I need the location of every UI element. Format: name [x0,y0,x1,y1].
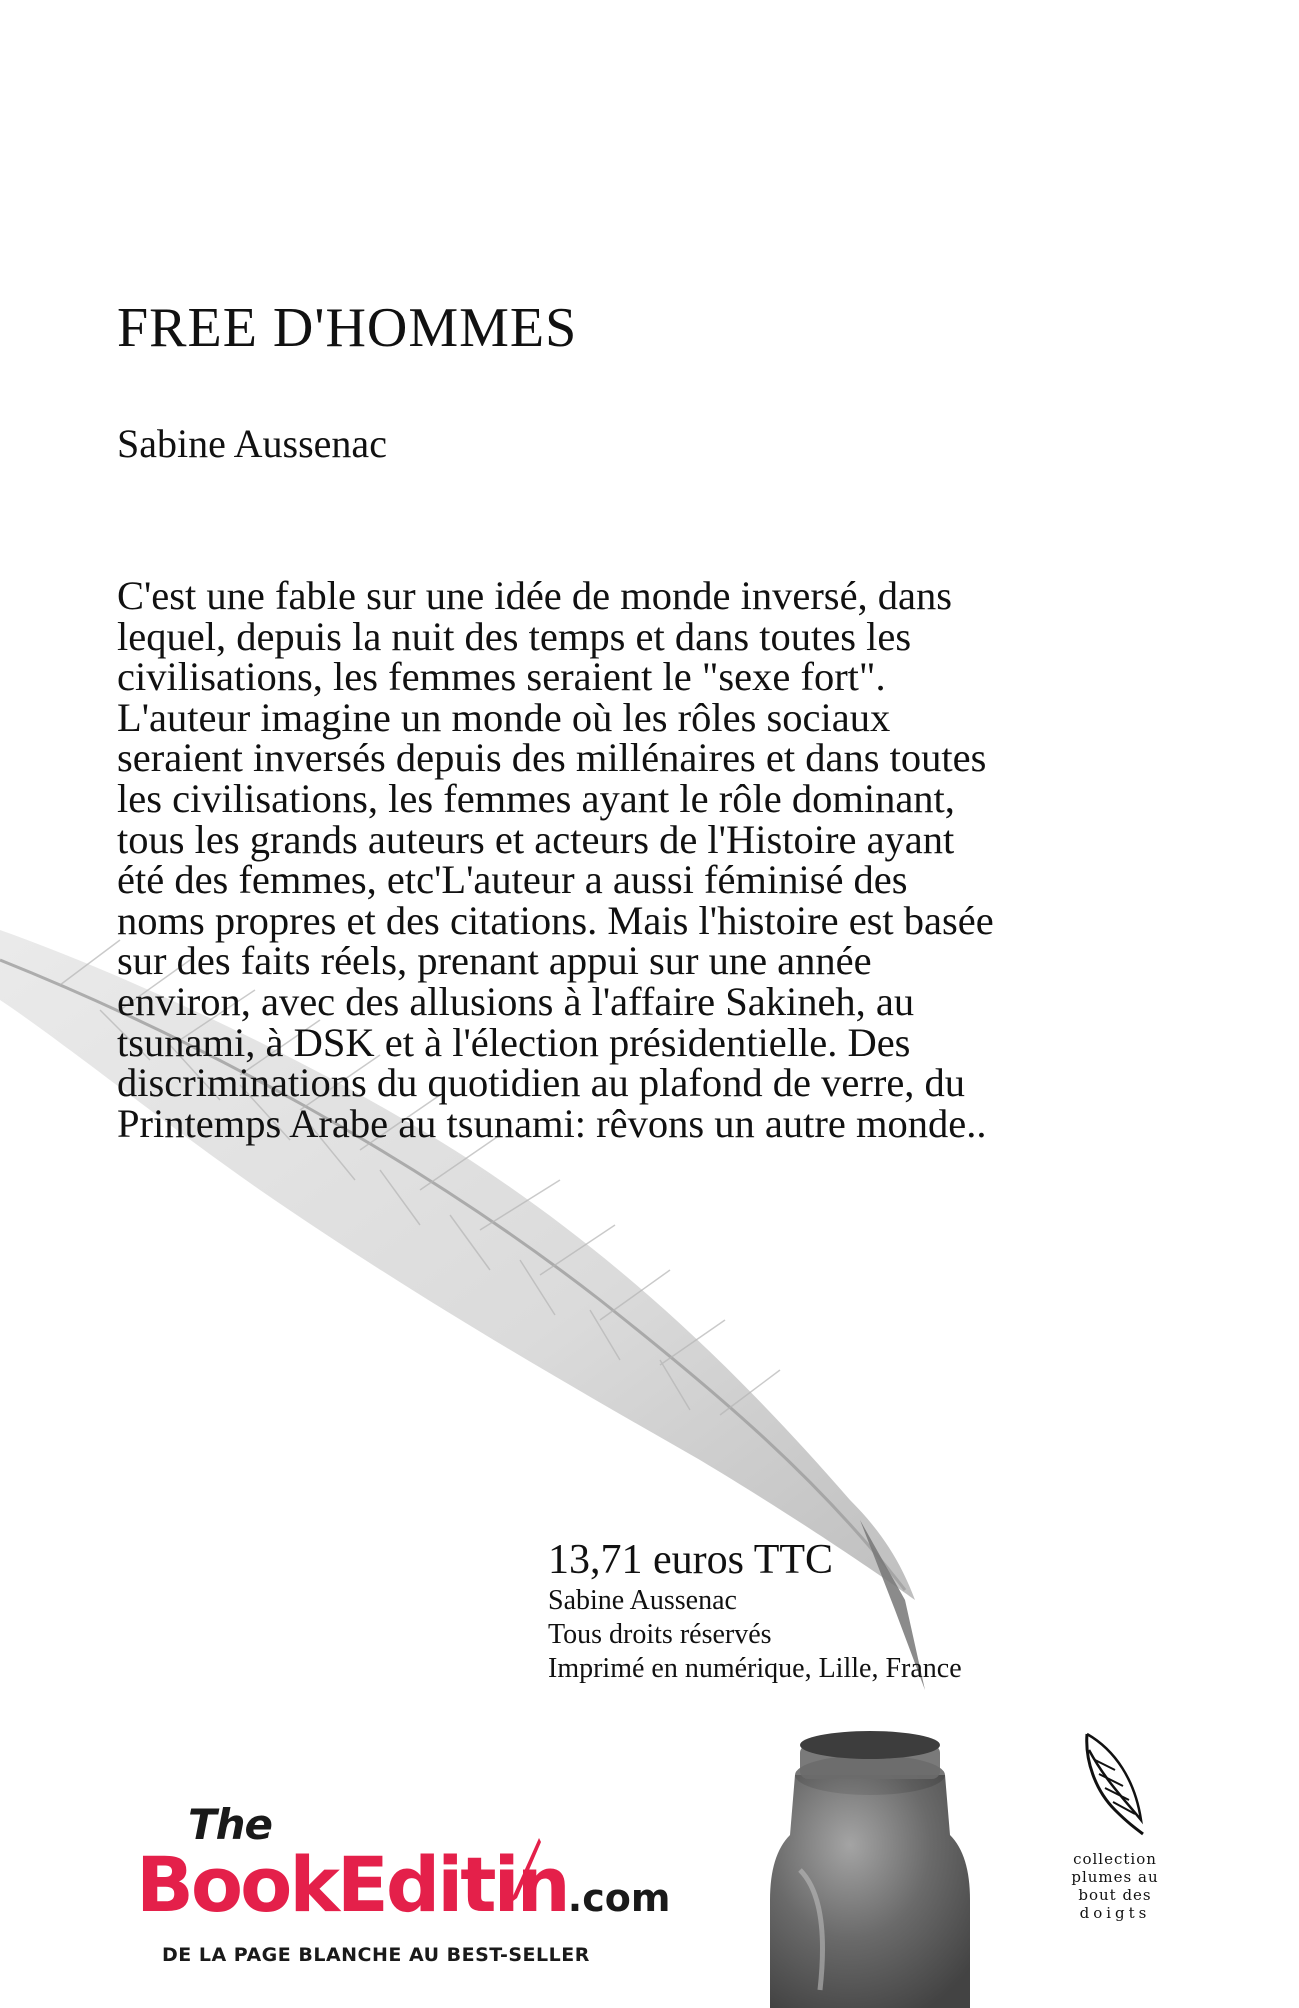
collection-mark [1040,1730,1190,1922]
inkwell-illustration [770,1731,970,2008]
logo-brand: BookEditi [136,1840,517,1929]
book-author: Sabine Aussenac [117,421,387,466]
publisher-logo [136,1800,696,1970]
imprint-block [548,1536,962,1686]
book-title: FREE D'HOMMES [117,297,578,359]
book-blurb: C'est une fable sur une idée de monde inversé, dans lequel, depuis la nuit des temps et dans toutes les civilisations, les femmes seraient le "sexe fort". L'auteur imagine un monde où les rôles sociaux seraient inversés depuis des millénaires et dans toutes les civilisations, les femmes ayant le rôle dominant, tous les grands auteurs et acteurs de l'Histoire ayant été des femmes, etc'L'auteur a aussi féminisé des noms propres et des citations. Mais l'histoire est basée sur des faits réels, prenant appui sur une année environ, avec des allusions à l'affaire Sakineh, au tsunami, à DSK et à l'élection présidentielle. Des discriminations du quotidien au plafond de verre, du Printemps Arabe au tsunami: rêvons un autre monde.. [117,573,994,1146]
imprint-author: Sabine Aussenac [548,1585,737,1616]
collection-label: collection plumes au bout des doigts [1071,1850,1159,1922]
price: 13,71 euros TTC [548,1537,834,1583]
logo-tagline: DE LA PAGE BLANCHE AU BEST-SELLER [162,1944,590,1966]
imprint-rights: Tous droits réservés [548,1619,772,1650]
feather-icon [1075,1730,1155,1840]
logo-wordmark [136,1840,670,1929]
imprint-printed: Imprimé en numérique, Lille, France [548,1653,962,1684]
logo-domain: .com [567,1876,671,1920]
logo-the: The [188,1800,273,1849]
pen-nib-icon [503,1836,543,1906]
logo-pen-letter: n [517,1840,568,1929]
